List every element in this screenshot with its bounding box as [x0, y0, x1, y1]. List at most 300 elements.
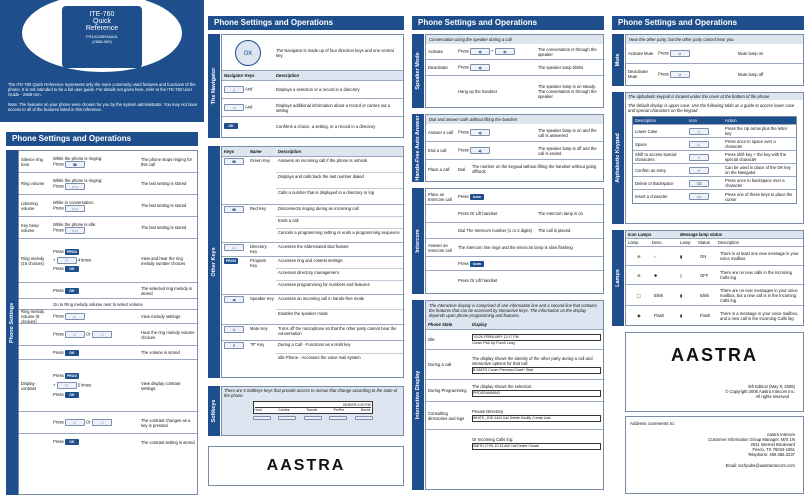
row-label: During Programming	[428, 388, 467, 393]
key-name: Program Key	[250, 258, 267, 268]
step-text: 5 times	[77, 382, 92, 388]
logo-copyright-box	[625, 332, 804, 412]
speaker-key-icon: ◀)	[495, 48, 515, 55]
lcd-line: WHITE_JOE 4444 Call Delete Modify Create Lists	[472, 415, 601, 422]
lamp-description: There are no new calls in the Incoming Calls log	[720, 270, 792, 280]
display-time: 05/30/03 2:00 PM	[342, 403, 371, 407]
cover-title: ITE-760	[89, 11, 115, 18]
step-text: Press	[458, 129, 469, 135]
nav-key-icon: ▷	[65, 313, 85, 320]
table-row	[633, 151, 796, 164]
ok-key-icon: OK	[224, 123, 238, 129]
step-text: Dial The Intercom number (1 or 2 digits)	[458, 228, 532, 233]
globe-icon: ⊕	[637, 253, 641, 259]
softkeys-display	[253, 401, 373, 414]
row-result: The last setting is stored	[141, 181, 187, 186]
ok-key-icon: OK	[65, 439, 79, 445]
table-row	[426, 271, 603, 289]
step-text: Press	[53, 373, 64, 379]
copyright-text: © Copyright 2006 Aastra Intecom Inc.	[725, 389, 795, 394]
table-row	[426, 223, 603, 239]
row-result: Press once to space over a character	[725, 139, 776, 149]
key-name: Directory Key	[250, 244, 267, 254]
up-arrow-icon: △	[689, 128, 709, 135]
row-label: Answer a call	[428, 130, 453, 135]
softkey-icon	[355, 416, 373, 420]
row-result: Confirms a choice, a setting, or a record in a directory	[276, 123, 376, 129]
row-result: Press shift key + the key with the special character	[725, 152, 787, 162]
lamp-desc-icon: Blink	[654, 292, 664, 298]
cover-title: Quick	[93, 18, 111, 25]
side-tab-navigator: The Navigator	[208, 34, 220, 138]
row-label: Space	[635, 141, 647, 147]
step-text: Press	[53, 313, 64, 319]
shift-key-icon: ⇧	[689, 154, 709, 161]
lcd-line: SMITH 27/01 10:13 AM Call Delete Create	[472, 443, 601, 450]
row-label: Idle	[428, 337, 435, 342]
lamp-status: OFF	[700, 272, 709, 278]
table-row	[19, 283, 197, 299]
r-key-icon: R	[224, 342, 244, 349]
phone-settings-table	[18, 150, 198, 495]
address-line: Customer Information Group Manager, M/S 1N	[708, 437, 795, 442]
display-description: The display shows the selection:	[472, 384, 533, 389]
step-text: Press	[53, 419, 64, 425]
edition-text: 5th Edition (May 8, 2006)	[748, 384, 795, 389]
volume-key-icon: ▷◁	[65, 183, 85, 190]
table-row	[626, 266, 803, 285]
step-text: Press	[53, 439, 64, 445]
table-row	[19, 173, 197, 195]
table-row: Display contrast Press PROG + ▽ 5 times Press OK View display contrast settings	[19, 360, 197, 412]
table-row	[426, 60, 603, 76]
email-link[interactable]: Email: techpubs@aastraintecom.com	[725, 463, 795, 468]
section-note: The alphabetic keypad is located under the cover at the bottom of the phone	[626, 93, 803, 100]
step-text: Go to Ring melody volume next to select volume	[53, 301, 143, 307]
key-name: "R" Key	[250, 342, 265, 347]
red-key-icon: ☎	[224, 206, 244, 213]
mute-key-icon: ⊘	[670, 71, 690, 78]
row-result: View and hear the ring melody number choices	[141, 255, 186, 266]
side-tab-hands-free: Hands-Free Auto Answer	[412, 114, 424, 182]
speaker-key-icon: ◀)	[470, 64, 490, 71]
section-note: The Interactive display is comprised of one information line and a second line that contains the features that can be accessed by Interactive keys. The information on the display depends upon phone programming and features.	[426, 301, 603, 320]
step-text: Press	[458, 48, 469, 54]
table-row	[19, 346, 197, 360]
row-result: The speaker lamp is on and the call is answered	[538, 127, 597, 138]
key-description: Ends a call	[276, 217, 403, 229]
intro-text: The ITE-760 Quick Reference represents only the more commonly used features and functions of the phone. It is not intended to be a full user guide. For details not given here, refer to the ITE-760 User Guide - 2568-nnn.	[8, 82, 196, 97]
globe-icon: ⊕	[637, 272, 641, 278]
display-description: The display shows the identity of the other party during a call and interactive options for that call	[472, 355, 593, 366]
softkey-icon	[253, 416, 271, 420]
table-row	[633, 125, 796, 138]
lamp-flash-icon: ▮	[680, 313, 683, 318]
step-text: Dial	[458, 166, 466, 172]
right-arrow-icon: ▷	[65, 331, 85, 338]
table-row	[19, 151, 197, 173]
lamp-desc-icon: Flash	[654, 313, 665, 318]
cover-title-box	[62, 6, 142, 68]
row-result: Displays a selection or a record in a directory	[276, 87, 360, 92]
note-text: Note: The features on your phone were chosen for you by the system administrator. You may not have access to all of the features listed in this reference.	[8, 102, 198, 112]
section-header: Phone Settings and Operations	[6, 132, 198, 146]
step-text: Press	[53, 331, 64, 337]
hands-free-table	[425, 114, 604, 182]
row-result: The contrast changes as a key is pressed	[141, 417, 191, 428]
row-label: Lower Case	[635, 128, 658, 134]
table-row	[19, 434, 197, 450]
speaker-key-icon: ◀)	[224, 296, 244, 303]
address-line: Aastra Intecom	[766, 432, 795, 437]
row-label: During a call	[428, 362, 452, 367]
step-text: Press Or Lift handset	[458, 211, 498, 216]
side-tab-mute: Mute	[612, 34, 624, 86]
key-description: Displays and calls back the last number dialed	[276, 173, 403, 189]
step-text: Hang up the handset	[458, 88, 497, 94]
side-tab-other-keys: Other Keys	[208, 146, 220, 378]
lamp-off-icon: ▯	[680, 272, 683, 278]
volume-key-icon: ▷◁	[65, 205, 85, 212]
step-text: 4 times	[77, 257, 92, 263]
row-result: Press the Up arrow plus the letter key	[725, 126, 788, 136]
mute-key-icon: ⊘	[224, 326, 244, 333]
left-arrow-icon: ◁	[92, 331, 112, 338]
ok-key-icon: OK	[65, 266, 79, 272]
volume-key-icon: ▷◁	[65, 227, 85, 234]
up-arrow-icon: △	[224, 86, 244, 93]
row-label: Confirm an entry	[635, 167, 666, 173]
step-text: Press	[53, 183, 64, 189]
table-row	[633, 177, 796, 190]
lamp-desc-icon: ○	[654, 253, 657, 259]
row-label: Deactivate Mute	[628, 69, 648, 79]
right-arrow-icon: ▷	[689, 141, 709, 148]
aastra-logo: AASTRA	[671, 345, 758, 365]
lamp-on-icon: ▮	[680, 253, 683, 259]
row-result: View melody settings	[141, 314, 181, 319]
navigator-keypad-icon: OK	[222, 40, 274, 66]
table-row	[426, 430, 603, 456]
part-number: PS10126ENAA01	[86, 34, 118, 39]
step-text: Press	[658, 50, 669, 56]
table-row	[426, 124, 603, 142]
aastra-logo: AASTRA	[266, 457, 346, 474]
left-arrow-icon: ◁	[92, 419, 112, 426]
step-text: Press	[458, 147, 469, 153]
table-row	[426, 350, 603, 380]
address-line: Frisco, TX 75034-1851	[752, 447, 795, 452]
row-result: The last setting is stored	[141, 203, 187, 208]
step-text: Press	[53, 349, 64, 355]
logo-box	[208, 446, 404, 486]
navigator-description: The Navigator is made up of four direction keys and one central key.	[276, 47, 394, 58]
key-description: Calls a number that is displayed in a directory or log	[278, 190, 375, 195]
row-label: Key beep volume	[21, 222, 39, 233]
row-label: Activate	[428, 49, 443, 54]
column-header: Icon	[689, 118, 697, 123]
row-result: The contrast setting is stored	[141, 439, 195, 445]
key-description: Enables the speaker mode	[278, 311, 328, 316]
confirm-key-icon: ↵	[689, 167, 709, 174]
lamp-status: Flash	[700, 313, 711, 318]
lcd-line: PROGRAMMING	[472, 390, 601, 397]
column-header: Keys	[224, 149, 235, 154]
side-tab-speaker-mode: Speaker Mode	[412, 34, 424, 108]
row-label: Display contrast	[21, 380, 36, 391]
message-lamp-header: Message lamp status	[680, 232, 723, 237]
row-result: The speaker lamp is on steady. The conversation is through the speaker	[538, 83, 597, 99]
row-label: Listening volume	[21, 200, 38, 211]
row-result: The selected ring melody is stored	[141, 285, 192, 296]
ok-key-icon: OK	[65, 392, 79, 398]
side-tab-intercom: Intercom	[412, 188, 424, 294]
key-description: Cancels a programming setting or ends a programming sequence	[278, 230, 400, 235]
row-result: The Intercom lamp is on	[538, 211, 583, 216]
intercom-key-icon: Icom	[470, 261, 484, 267]
lcd-softkeys: Comm Pick Up Functi Lang	[472, 340, 515, 345]
column-header: Phone State	[428, 322, 453, 327]
left-right-arrow-icon: ◁▷	[689, 193, 709, 200]
step-text: And	[244, 86, 253, 92]
row-result: The speaker lamp is off and the call is ended	[538, 145, 597, 156]
column-header: Name	[250, 149, 262, 154]
table-row	[19, 324, 197, 346]
right-arrow-icon: ▷	[65, 419, 85, 426]
softkey-buttons	[253, 416, 373, 420]
lamp-description: There is a message in your voice mailbox, and a new call in the Incoming Calls log	[720, 310, 799, 321]
row-label: Silence ring tone	[21, 156, 43, 167]
green-key-icon: ☎	[224, 158, 244, 165]
table-row	[633, 138, 796, 151]
side-tab-phone-settings: Phone Settings	[6, 150, 18, 495]
lamp-description: There are no new messages in your voice mailbox, but a new call is in the Incoming Calls log	[720, 287, 798, 303]
table-row	[426, 142, 603, 160]
section-note: The default display is upper case. Use the following table as a guide to access lower case and special characters on the keypad	[628, 103, 795, 113]
column-2	[204, 0, 408, 499]
column-header: Lamp	[680, 240, 691, 245]
speaker-mode-table	[425, 34, 604, 108]
row-result: Displays additional information about a record or carries out a setting	[276, 102, 391, 113]
row-label: Ring melody volume (8 choices)	[21, 309, 45, 324]
row-label: Consulting directories and logs	[428, 410, 465, 421]
speaker-key-icon: ◀)	[470, 48, 490, 55]
column-header: Description	[718, 240, 739, 245]
key-description: Turns off the microphone so that the other party cannot hear the conversation	[278, 326, 397, 336]
softkeys-note: There are 5 Softkeys keys that provide access to menus that change according to the state of the phone.	[224, 388, 398, 398]
step-text: Press	[458, 260, 469, 266]
step-text: Press	[53, 287, 64, 293]
row-result: Mute lamp off	[738, 71, 764, 77]
column-header: Description	[278, 149, 302, 154]
row-label: Insert a character	[635, 194, 668, 199]
table-row	[626, 247, 803, 266]
step-text: Press Or Lift handset	[458, 277, 498, 283]
intercom-key-icon: Icom	[470, 194, 484, 200]
step-text: Press	[53, 161, 64, 167]
display-description: Or Incoming Calls log:	[472, 436, 514, 442]
key-description: Disconnects ringing during an incoming call	[276, 205, 403, 217]
step-text: Or	[86, 331, 91, 337]
row-result: The volume is stored	[141, 350, 180, 355]
row-result: Press one of these keys to place the cursor	[725, 191, 793, 202]
step-text: Press	[53, 392, 64, 398]
key-description: Accesses ring and contest settings	[276, 257, 403, 269]
table-row	[626, 306, 803, 325]
softkey-label: Transfr	[306, 408, 318, 412]
key-description: Accesses directory management	[276, 269, 403, 281]
address-line: Telephone: 469.365.3237	[747, 452, 795, 457]
section-note: Hear the other party, but the other party cannot hear you.	[626, 35, 803, 44]
lamp-desc-icon: ✱	[654, 272, 658, 278]
row-label: Place a call	[428, 166, 450, 172]
row-label: End a call	[428, 148, 447, 153]
softkey-icon	[278, 416, 296, 420]
lamp-description: There is at least one new message in your voice mailbox	[720, 251, 799, 261]
softkey-icon	[329, 416, 347, 420]
red-key-icon: ☎	[65, 161, 85, 168]
row-result: The last setting is stored	[141, 225, 187, 230]
table-row	[426, 239, 603, 257]
step-text: While in conversation:	[53, 199, 94, 205]
step-text: Or	[86, 419, 91, 425]
key-description: During a Call - Functions as a Hold key	[276, 341, 403, 354]
step-text: Press	[53, 266, 64, 272]
interactive-display-table	[425, 300, 604, 490]
intercom-table	[425, 188, 604, 294]
side-tab-lamps: Lamps	[612, 230, 624, 326]
lamp-blink-icon: ▮	[680, 292, 683, 298]
rights-text: All rights reserved	[755, 394, 789, 399]
section-header: Phone Settings and Operations	[612, 16, 804, 30]
column-header: Lamp	[628, 240, 639, 245]
row-label: Deactivate	[428, 65, 448, 70]
prog-key-icon: PROG	[66, 250, 78, 254]
table-row	[426, 76, 603, 106]
column-header: Status	[698, 240, 710, 245]
row-label: Place an Intercom call	[428, 191, 452, 202]
doc-code: (2566-000)	[92, 39, 112, 44]
table-row	[19, 195, 197, 217]
section-header: Phone Settings and Operations	[208, 16, 404, 30]
lamp-status: ON	[700, 253, 707, 259]
ok-key-icon: OK	[65, 350, 79, 356]
address-box	[625, 416, 804, 494]
column-header: Description	[635, 118, 656, 123]
table-row	[426, 189, 603, 205]
step-text: Press	[458, 193, 469, 199]
prog-key-icon: PROG	[225, 259, 237, 263]
key-name: Green Key	[250, 158, 271, 163]
table-row	[426, 402, 603, 430]
step-text: And	[244, 104, 253, 110]
table-row	[626, 64, 803, 84]
lcd-line: 02/26 FEBRUARY 12:17 PM	[472, 334, 601, 341]
speaker-key-icon: ◀)	[470, 129, 490, 136]
row-label: Ring volume	[21, 181, 45, 186]
row-label: Ring melody (16 choices)	[21, 255, 45, 266]
table-row	[633, 164, 796, 177]
lamp-icon: ◉	[637, 313, 641, 318]
row-result: The phone stops ringing for this call	[141, 156, 192, 167]
softkey-label: Confmr	[278, 408, 290, 412]
key-description: Idle Phone - Accesses the voice mail system	[278, 355, 361, 360]
step-text: Press	[53, 205, 64, 211]
table-row	[426, 205, 603, 223]
step-text: While the phone is idle:	[53, 221, 97, 227]
row-result: The number on the keypad without lifting the handset without going offhook	[472, 164, 597, 174]
table-row	[19, 412, 197, 434]
row-result: Mute lamp on	[738, 51, 764, 56]
row-result: Can be used in place of the OK key on the Navigator	[725, 165, 791, 175]
table-row	[19, 217, 197, 239]
down-arrow-icon: ▽	[57, 257, 77, 264]
address-heading: Address comments to:	[630, 421, 675, 426]
side-tab-softkeys: Softkeys	[208, 386, 220, 436]
key-description: Accesses programming for numbers and features	[278, 282, 370, 287]
section-note: Dial and answer calls without lifting the handset	[426, 115, 603, 124]
key-description: Accesses an incoming call in hands-free mode	[276, 295, 403, 310]
softkeys-panel	[221, 386, 404, 436]
section-header: Phone Settings and Operations	[412, 16, 604, 30]
row-label: Answer an Intercom call	[428, 242, 452, 253]
softkey-icon	[304, 416, 322, 420]
table-row: Ring melody (16 choices) Press PROG + ▽ 4 times Press OK View and hear the ring melody number choices	[19, 239, 197, 283]
key-description: Accesses the Abbreviated Dial feature	[278, 244, 349, 249]
key-name: Mute Key	[250, 326, 268, 331]
row-result: Press once to backspace over a character	[725, 178, 785, 188]
step-text: Press	[458, 64, 469, 70]
table-row	[19, 310, 197, 324]
icon-lamps-header: Icon Lamps	[628, 232, 652, 237]
prog-key-icon: PROG	[66, 374, 78, 378]
left-arrow-icon: ◁	[224, 104, 244, 111]
mute-table	[625, 34, 804, 86]
key-name: Red Key	[250, 206, 267, 211]
lamp-icon: ◯	[636, 292, 642, 298]
row-result: The conversation is through the speaker	[538, 46, 597, 57]
softkey-label: Hold	[254, 408, 262, 412]
row-label: Delete or Backspace	[635, 180, 674, 186]
step-text: Press	[658, 71, 669, 77]
table-row	[222, 81, 403, 99]
row-label: Activate Mute	[628, 51, 654, 56]
backspace-key-icon: ⌫	[689, 180, 709, 187]
column-1	[0, 0, 204, 499]
column-3	[408, 0, 608, 499]
table-row	[626, 285, 803, 306]
table-row	[222, 99, 403, 117]
key-name: Speaker Key	[250, 296, 274, 301]
column-header: Action	[725, 118, 737, 123]
navigator-table	[221, 34, 404, 138]
lamps-table	[625, 230, 804, 326]
column-4	[608, 0, 808, 499]
other-keys-table	[221, 146, 404, 378]
mute-key-icon: ⊘	[670, 50, 690, 57]
table-row	[426, 160, 603, 178]
lamp-status: Blink	[700, 292, 710, 298]
side-tab-interactive-display: Interactive Display	[412, 300, 424, 490]
column-header: Display	[472, 322, 487, 327]
speaker-key-icon: ◀)	[470, 147, 490, 154]
table-row: Activate Press ◀) + ◀) The conversation is through the speaker	[426, 44, 603, 60]
step-text: The Intercom line rings and the Intercom lamp is slow flashing	[458, 245, 573, 250]
step-text: Press	[53, 249, 64, 255]
row-result: The speaker lamp blinks	[538, 65, 584, 70]
table-row	[633, 190, 796, 203]
table-row	[426, 257, 603, 271]
